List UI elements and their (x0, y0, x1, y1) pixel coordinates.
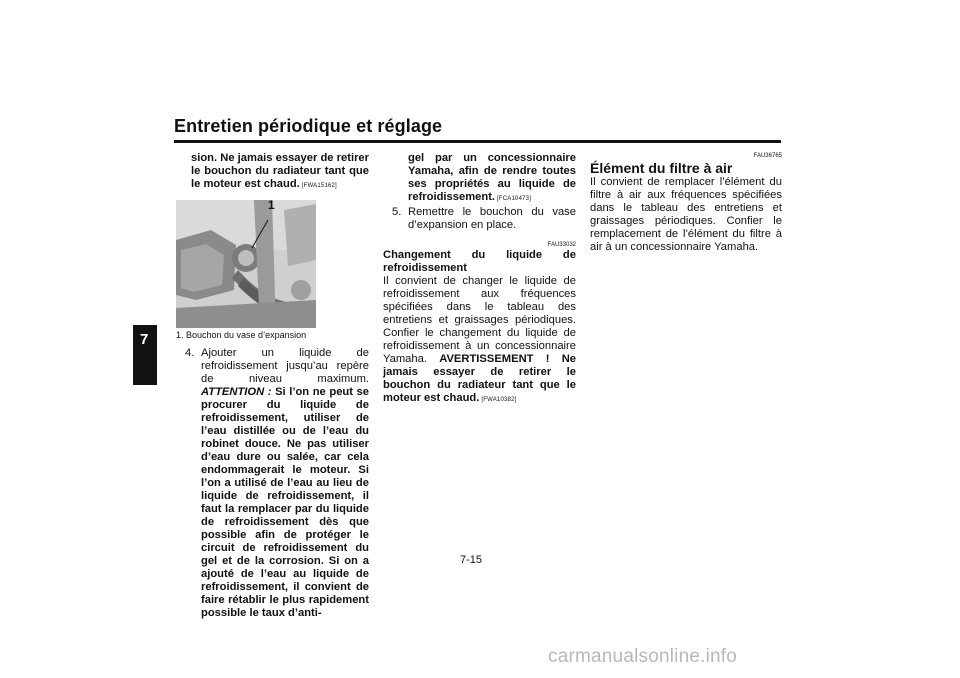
step-5-number: 5. (392, 206, 402, 218)
column-3 (590, 152, 782, 254)
attention-code: [FCA10473] (497, 196, 532, 202)
coolant-reservoir-photo (176, 200, 316, 328)
section-code: FAU33032 (547, 242, 576, 248)
attention-text: Si l’on ne peut se procurer du liquide de refroidissement, utiliser de l’eau distillée ou de l’eau du robinet douce. Ne pas utiliser d’eau dure ou salée, car cela endommagerait le moteur. Si l’on a utilisé de l’eau au lieu de liquide de refroidissement, il faut la remplacer par du liquide de refroidissement dès que possible afin de protéger le circuit de refroidissement du gel et de la corrosion. Si on a ajouté de l’eau au liquide de refroidissement, il convient de faire rétablir le plus rapidement possible le taux d’anti- (201, 386, 370, 619)
step-4-text: Ajouter un liquide de refroidissement jusqu’au repère de niveau maximum. (201, 347, 369, 385)
step-4-number: 4. (185, 347, 195, 359)
section-heading: Changement du liquide de refroidissement (383, 249, 576, 274)
figure-caption: 1. Bouchon du vase d’expansion (176, 330, 307, 340)
warning-text: AVERTISSEMENT ! Ne jamais essayer de retirer le bouchon du radiateur tant que le moteur est chaud. (383, 353, 576, 404)
column-1 (176, 152, 369, 620)
column-2 (383, 152, 576, 407)
figure-label: 1 (268, 198, 275, 212)
section-body: Il convient de changer le liquide de refroidissement aux fréquences spécifiées dans le tableau des entretiens et graissages périodiques. Confier le changement du liquide de refroidissement à un concessionnaire Yamaha. AVERTISSEMENT ! Ne jamais essayer de retirer le bouchon du radiateur tant que le moteur est chaud. [FWA10382] (383, 275, 576, 404)
section-code: FAU36765 (753, 153, 782, 159)
warning-code: [FWA10382] (481, 397, 517, 403)
attention-label: ATTENTION : (201, 386, 272, 398)
watermark: carmanualsonline.info (548, 646, 738, 667)
attention-continuation: gel par un concessionnaire Yamaha, afin de rendre toutes ses propriétés au liquide de refroidissement. [FCA10473] (408, 152, 576, 203)
title-rule (174, 140, 781, 143)
section-heading: Élément du filtre à air (590, 160, 733, 176)
step-4 (176, 347, 369, 620)
step-5-text: Remettre le bouchon du vase d’expansion en place. (408, 206, 576, 231)
page-number: 7-15 (460, 554, 483, 566)
step-5 (383, 206, 576, 232)
section-body: Il convient de remplacer l’élément du filtre à air aux fréquences spécifiées dans le tableau des entretiens et graissages périodiques. Confier le remplacement de l’élément du filtre à air à un concessionnaire Yamaha. (590, 176, 782, 253)
chapter-number: 7 (140, 331, 149, 348)
page-title: Entretien périodique et réglage (174, 116, 443, 136)
warning-code: [FWA15162] (301, 183, 337, 189)
warning-continuation: sion. Ne jamais essayer de retirer le bouchon du radiateur tant que le moteur est chaud. [FWA15162] (191, 152, 369, 190)
